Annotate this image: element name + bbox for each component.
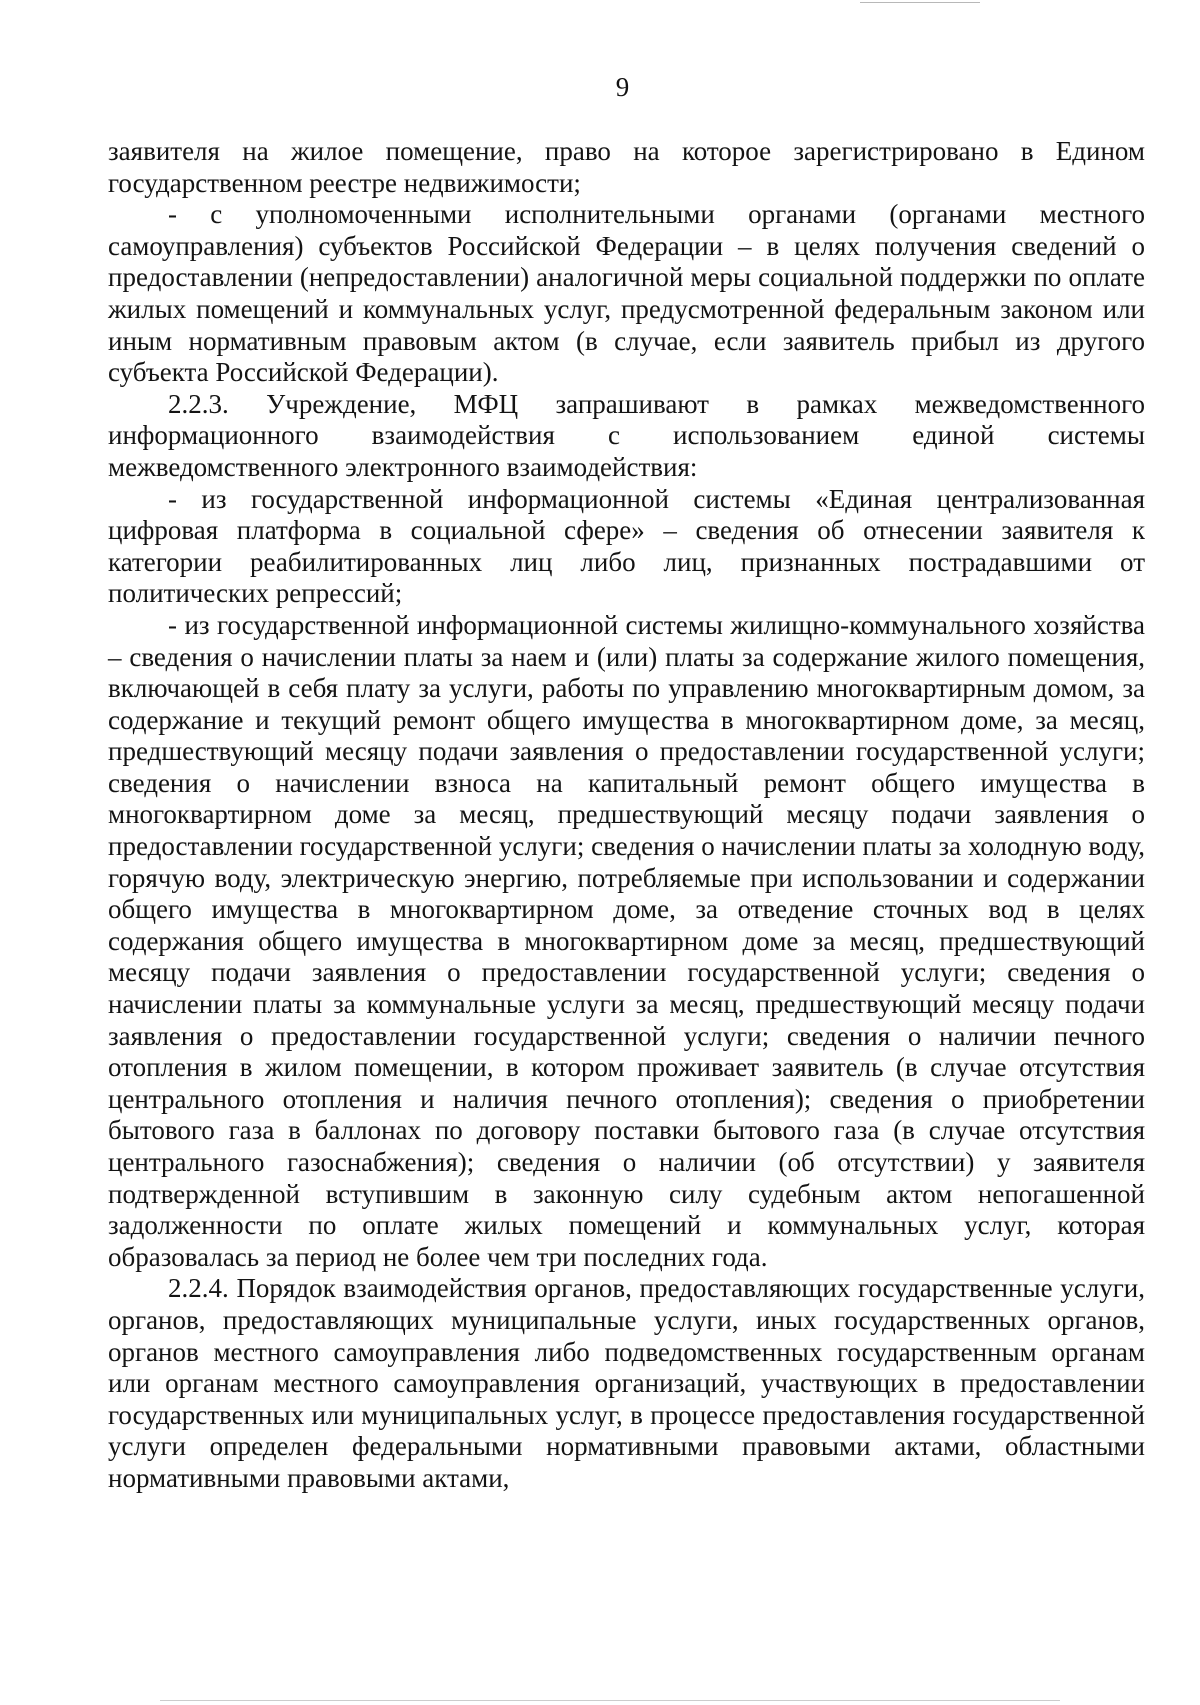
document-body [108, 136, 1145, 1495]
page-number: 9 [615, 72, 630, 102]
paragraph-item-housing-system: - из государственной информационной системы жилищно-коммунального хозяйства – сведения о начислении платы за наем и (или) платы за содержание жилого помещения, включающей в себя плату за услуги, работы по управлению многоквартирным домом, за содержание и текущий ремонт общего имущества в многоквартирном доме, за месяц, предшествующий месяцу подачи заявления о предоставлении государственной услуги; сведения о начислении взноса на капитальный ремонт общего имущества в многоквартирном доме за месяц, предшествующий месяцу подачи заявления о предоставлении государственной услуги; сведения о начислении платы за холодную воду, горячую воду, электрическую энергию, потребляемые при использовании и содержании общего имущества в многоквартирном доме, за отведение сточных вод в целях содержания общего имущества в многоквартирном доме за месяц, предшествующий месяцу подачи заявления о предоставлении государственной услуги; сведения о начислении платы за коммунальные услуги за месяц, предшествующий месяцу подачи заявления о предоставлении государственной услуги; сведения о наличии печного отопления в жилом помещении, в котором проживает заявитель (в случае отсутствия центрального отопления и наличия печного отопления); сведения о приобретении бытового газа в баллонах по договору поставки бытового газа (в случае отсутствия центрального газоснабжения); сведения о наличии (об отсутствии) у заявителя подтвержденной вступившим в законную силу судебным актом непогашенной задолженности по оплате жилых помещений и коммунальных услуг, которая образовалась за период не более чем три последних года. [108, 609, 1145, 1272]
scan-edge-mark [160, 1700, 1060, 1701]
paragraph-continuation: заявителя на жилое помещение, право на которое зарегистрировано в Едином государственном реестре недвижимости; [108, 136, 1145, 198]
paragraph-item-regional-authorities: - с уполномоченными исполнительными органами (органами местного самоуправления) субъектов Российской Федерации – в целях получения сведений о предоставлении (непредоставлении) аналогичной меры социальной поддержки по оплате жилых помещений и коммунальных услуг, предусмотренной федеральным законом или иным нормативным правовым актом (в случае, если заявитель прибыл из другого субъекта Российской Федерации). [108, 199, 1145, 388]
scan-edge-mark [860, 2, 980, 3]
paragraph-2-2-4: 2.2.4. Порядок взаимодействия органов, предоставляющих государственные услуги, органов, предоставляющих муниципальные услуги, иных государственных органов, органов местного самоуправления либо подведомственных государственным органам или органам местного самоуправления организаций, участвующих в предоставлении государственных или муниципальных услуг, в процессе предоставления государственной услуги определен федеральными нормативными правовыми актами, областными нормативными правовыми актами, [108, 1273, 1145, 1493]
paragraph-item-social-platform: - из государственной информационной системы «Единая централизованная цифровая платформа в социальной сфере» – сведения об отнесении заявителя к категории реабилитированных лиц либо лиц, признанных пострадавшими от политических репрессий; [108, 483, 1145, 609]
paragraph-2-2-3: 2.2.3. Учреждение, МФЦ запрашивают в рамках межведомственного информационного взаимодействия с использованием единой системы межведомственного электронного взаимодействия: [108, 388, 1145, 482]
